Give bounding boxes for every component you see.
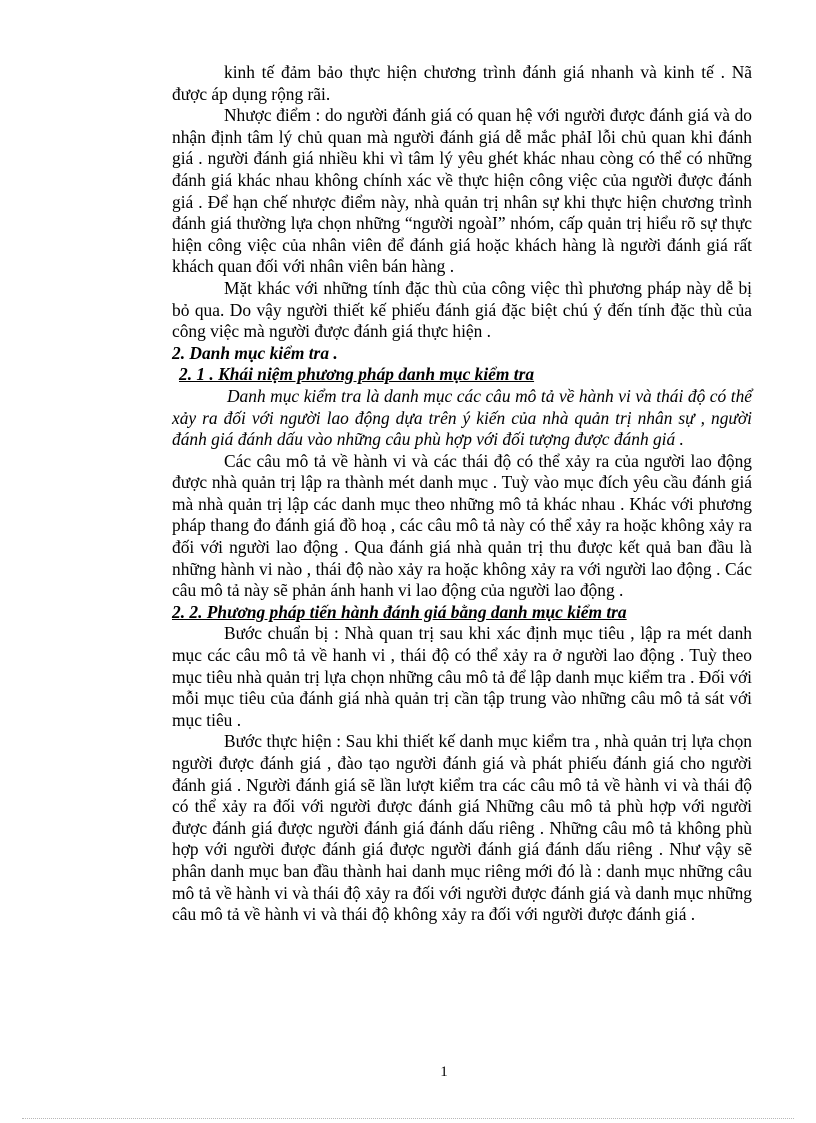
page-bottom-divider <box>22 1118 794 1119</box>
document-body <box>172 62 752 926</box>
section-heading-2: 2. Danh mục kiểm tra . <box>172 342 338 363</box>
page-number: 1 <box>440 1064 448 1080</box>
paragraph-execution-step: Bước thực hiện : Sau khi thiết kế danh mục kiểm tra , nhà quản trị lựa chọn người được đánh giá , đào tạo người đánh giá và phát phiếu đánh giá cho người đánh giá . Người đánh giá sẽ lần lượt kiểm tra các câu mô tả về hành vi và thái độ có thể xảy ra đối với người được đánh giá Những câu mô tả phù hợp với người được đánh giá được người đánh giá đánh dấu riêng . Những câu mô tả không phù hợp với người được đánh giá được người đánh giá đánh dấu riêng . Như vậy sẽ phân danh mục ban đầu thành hai danh mục riêng mới đó là : danh mục những câu mô tả về hành vi và thái độ xảy ra đối với người được đánh giá và danh mục những câu mô tả về hành vi và thái độ không xảy ra đối với người được đánh giá . <box>172 731 752 925</box>
subsection-heading-2-1: 2. 1 . Khái niệm phương pháp danh mục kiểm tra <box>179 364 535 385</box>
paragraph-descriptions: Các câu mô tả về hành vi và các thái độ có thể xảy ra của người lao động được nhà quản trị lập ra thành mét danh mục . Tuỳ vào mục đích yêu cầu đánh giá mà nhà quản trị lập các danh mục theo những mô tả khác nhau . Khác với phương pháp thang đo đánh giá đồ hoạ , các câu mô tả này có thể xảy ra hoặc không xảy ra đối với người lao động . Qua đánh giá nhà quản trị thu được kết quả ban đầu là những hành vi nào , thái độ nào xảy ra hoặc không xảy ra với người lao động . Các câu mô tả này sẽ phản ánh hanh vi lao động của người lao động . <box>172 450 752 601</box>
paragraph-disadvantages: Nhược điểm : do người đánh giá có quan hệ với người được đánh giá và do nhận định tâm lý chủ quan mà người đánh giá dễ mắc phảI lỗi chủ quan khi đánh giá . người đánh giá nhiều khi vì tâm lý yêu ghét khác nhau còng có thể có những đánh giá khác nhau không chính xác về thực hiện công việc của người được đánh giá . Để hạn chế nhược điểm này, nhà quản trị nhân sự khi thực hiện chương trình đánh giá thường lựa chọn những “người ngoàI” nhóm, cấp quản trị hiểu rõ sự thực hiện công việc của nhân viên để đánh giá hoặc khách hàng là người đánh giá rất khách quan đối với nhân viên bán hàng . <box>172 105 752 277</box>
definition-paragraph: Danh mục kiểm tra là danh mục các câu mô tả về hành vi và thái độ có thể xảy ra đối với người lao động dựa trên ý kiến của nhà quản trị nhân sự , người đánh giá đánh dấu vào những câu phù hợp với đối tượng được đánh giá . <box>172 385 752 450</box>
subsection-heading-2-2: 2. 2. Phương pháp tiến hành đánh giá bằng danh mục kiểm tra <box>172 601 627 622</box>
paragraph-continuation: kinh tế đảm bảo thực hiện chương trình đánh giá nhanh và kinh tế . Nã được áp dụng rộng rãi. <box>172 62 752 104</box>
paragraph-preparation-step: Bước chuẩn bị : Nhà quan trị sau khi xác định mục tiêu , lập ra mét danh mục các câu mô tả về hanh vi , thái độ có thể xảy ra ở người lao động . Tuỳ theo mục tiêu nhà quản trị lựa chọn những câu mô tả để lập danh mục kiểm tra . Đối với mỗi mục tiêu của đánh giá nhà quản trị cần tập trung vào những câu mô tả sát với mục tiêu . <box>172 623 752 730</box>
paragraph-other-aspect: Mặt khác với những tính đặc thù của công việc thì phương pháp này dễ bị bỏ qua. Do vậy người thiết kế phiếu đánh giá đặc biệt chú ý đến tính đặc thù của công việc mà người được đánh giá thực hiện . <box>172 277 752 342</box>
